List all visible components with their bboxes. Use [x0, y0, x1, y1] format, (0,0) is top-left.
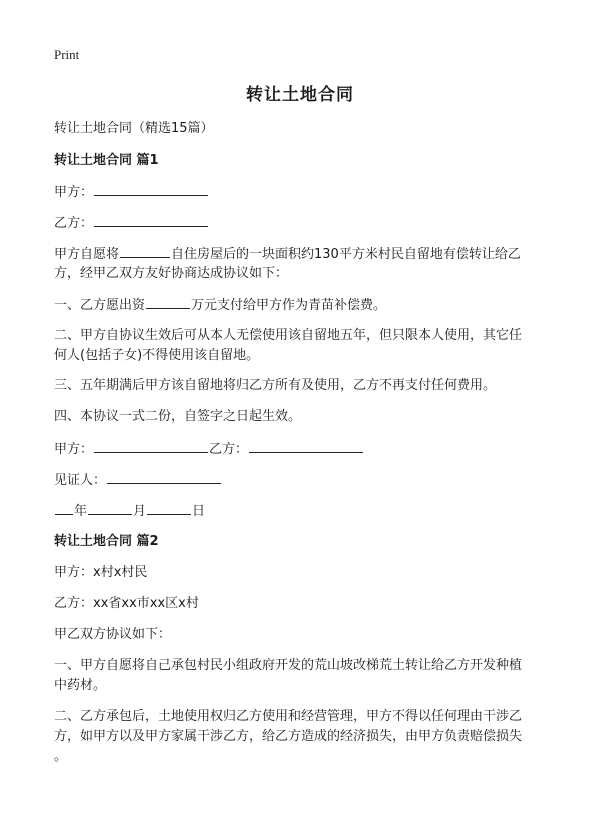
section1-party-a-line — [54, 181, 554, 203]
p1-blank — [120, 243, 170, 258]
section2-clause1-line2: 中药材。 — [54, 678, 107, 693]
clause1-text-b: 万元支付给甲方作为青苗补偿费。 — [191, 298, 387, 313]
day-blank — [147, 500, 191, 515]
section2-heading: 转让土地合同 篇2 — [54, 534, 159, 549]
section2-party-b: 乙方：xx省xx市xx区x村 — [54, 596, 199, 611]
section1-party-b-line — [54, 212, 554, 234]
sign-a-blank — [94, 438, 208, 453]
sign-b-label: 乙方： — [209, 442, 249, 457]
section1-clause2-line2: 何人(包括子女)不得使用该自留地。 — [54, 348, 260, 363]
print-label[interactable]: Print — [54, 47, 80, 62]
section1-paragraph1-line2: 方，经甲乙双方友好协商达成协议如下： — [54, 266, 289, 281]
party-b-blank — [94, 212, 208, 227]
party-a-blank — [94, 181, 208, 196]
section1-clause4: 四、本协议一式二份，自签字之日起生效。 — [54, 409, 302, 424]
section1-signature-line — [54, 438, 554, 460]
section1-heading: 转让土地合同 篇1 — [54, 153, 159, 168]
sign-b-blank — [249, 438, 363, 453]
year-blank — [55, 500, 73, 515]
section2-clause1-line1: 一、甲方自愿将自己承包村民小组政府开发的荒山坡改梯荒土转让给乙方开发种植 — [54, 658, 523, 673]
month-label: 月 — [133, 504, 147, 519]
section2-intro: 甲乙双方协议如下： — [54, 627, 172, 642]
witness-label: 见证人： — [54, 473, 107, 488]
document-title: 转让土地合同 — [246, 85, 354, 105]
section2-clause2-line3: 。 — [54, 749, 68, 764]
document-subtitle: 转让土地合同（精选15篇） — [54, 121, 214, 136]
witness-blank — [107, 469, 221, 484]
section2-party-a: 甲方：x村x村民 — [54, 565, 148, 580]
section1-clause1 — [54, 294, 554, 316]
section1-witness-line — [54, 469, 554, 491]
section1-clause3: 三、五年期满后甲方该自留地将归乙方所有及使用，乙方不再支付任何费用。 — [54, 378, 497, 393]
year-label: 年 — [74, 504, 88, 519]
clause1-text-a: 一、乙方愿出资 — [54, 298, 146, 313]
section1-paragraph1-line1 — [54, 243, 554, 265]
section2-clause2-line1: 二、乙方承包后，土地使用权归乙方使用和经营管理，甲方不得以任何理由干涉乙 — [54, 709, 523, 724]
month-blank — [88, 500, 132, 515]
p1-text-a: 甲方自愿将 — [54, 247, 120, 262]
clause1-blank — [146, 294, 190, 309]
section2-clause2-line2: 方，如甲方以及甲方家属干涉乙方，给乙方造成的经济损失，由甲方负责赔偿损失 — [54, 729, 523, 744]
party-a-label: 甲方： — [54, 185, 94, 200]
section1-clause2-line1: 二、甲方自协议生效后可从本人无偿使用该自留地五年，但只限本人使用，其它任 — [54, 328, 523, 343]
day-label: 日 — [192, 504, 206, 519]
p1-text-b: 自住房屋后的一块面积约130平方米村民自留地有偿转让给乙 — [171, 247, 521, 262]
party-b-label: 乙方： — [54, 216, 94, 231]
section1-date-line — [54, 500, 554, 522]
sign-a-label: 甲方： — [54, 442, 94, 457]
